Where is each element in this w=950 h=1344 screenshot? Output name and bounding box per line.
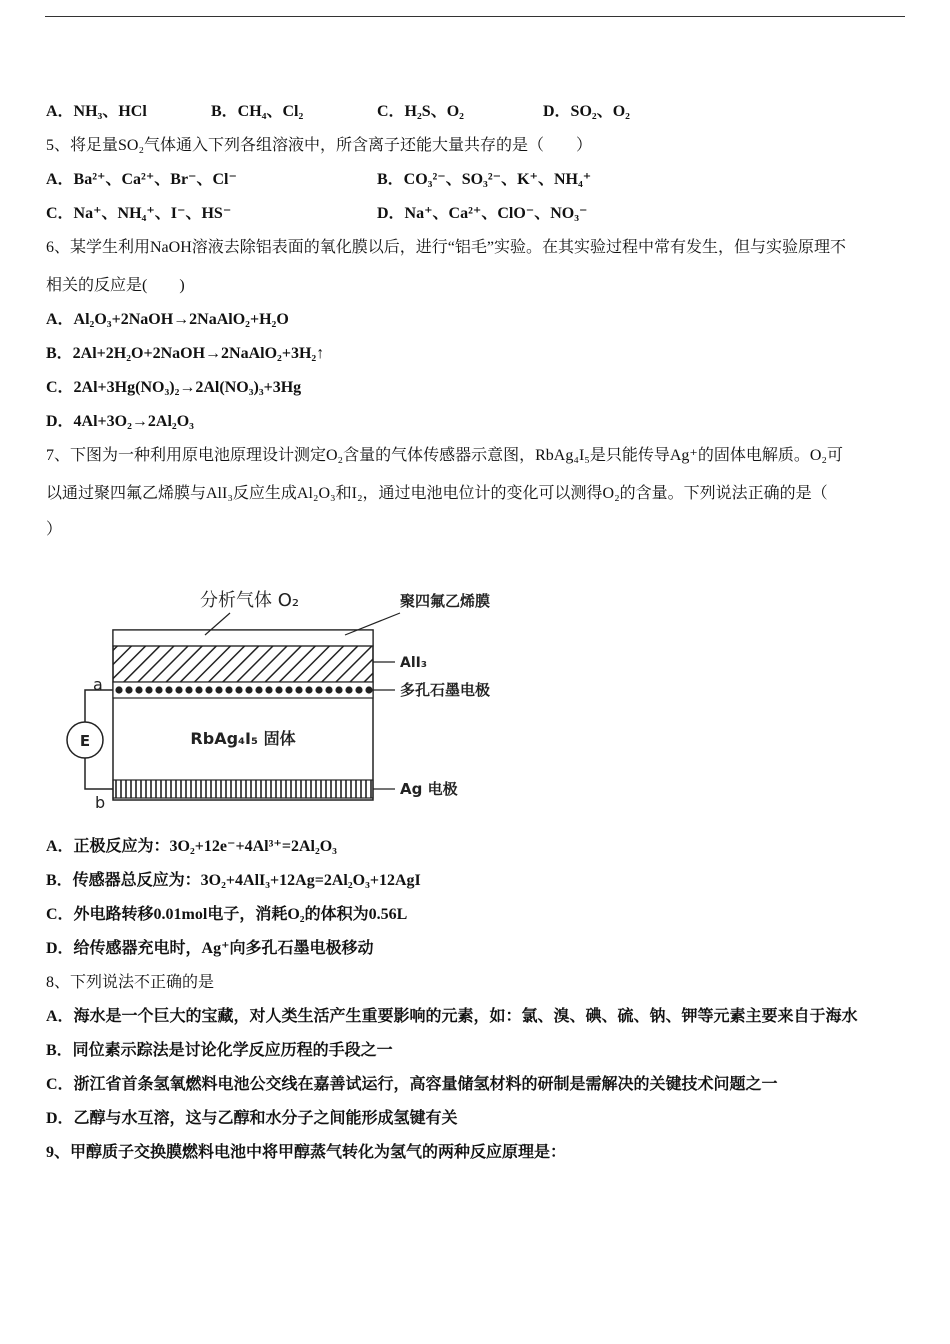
q7-stem-line1: 7、下图为一种利用原电池原理设计测定O₂含量的气体传感器示意图，RbAg₄I₅是只能传导Ag⁺的固体电解质。O₂可 (46, 447, 843, 464)
membrane-label: 聚四氟乙烯膜 (400, 592, 491, 610)
graphite-dot (125, 686, 132, 693)
ag-label: Ag 电极 (400, 780, 458, 798)
graphite-dot (335, 686, 342, 693)
sensor-diagram (55, 580, 515, 820)
terminal-a-label: a (93, 675, 103, 694)
q4-option-c: C．H₂S、O₂ (377, 103, 464, 120)
graphite-dot (355, 686, 362, 693)
q6-option-a: A．Al₂O₃+2NaOH→2NaAlO₂+H₂O (46, 311, 289, 328)
q6-option-c: C．2Al+3Hg(NO₃)₂→2Al(NO₃)₃+3Hg (46, 379, 302, 396)
graphite-dot (205, 686, 212, 693)
graphite-label: 多孔石墨电极 (400, 681, 491, 699)
q6-stem-line2: 相关的反应是( ) (46, 277, 185, 294)
q7-option-c: C．外电路转移0.01mol电子，消耗O₂的体积为0.56L (46, 906, 408, 923)
gas-label: 分析气体 O₂ (200, 590, 300, 611)
q6-stem-line1: 6、某学生利用NaOH溶液去除铝表面的氧化膜以后，进行“铝毛”实验。在其实验过程中常有发生，但与实验原理不 (46, 239, 846, 256)
graphite-dot (175, 686, 182, 693)
wire-a (85, 690, 113, 723)
graphite-dot (275, 686, 282, 693)
graphite-dot (225, 686, 232, 693)
graphite-dot (255, 686, 262, 693)
q7-stem-line2: 以通过聚四氟乙烯膜与AlI₃反应生成Al₂O₃和I₂，通过电池电位计的变化可以测得O₂的含量。下列说法正确的是（ (46, 485, 828, 502)
q7-option-d: D．给传感器充电时，Ag⁺向多孔石墨电极移动 (46, 940, 374, 957)
graphite-dot (165, 686, 172, 693)
q8-option-c: C．浙江省首条氢氧燃料电池公交线在嘉善试运行，高容量储氢材料的研制是需解决的关键技术问题之一 (46, 1076, 778, 1093)
graphite-dot (285, 686, 292, 693)
meter-label: E (79, 732, 91, 750)
graphite-dot (235, 686, 242, 693)
graphite-dot (265, 686, 272, 693)
graphite-dot (135, 686, 142, 693)
top-rule (45, 16, 905, 17)
alI3-label: AlI₃ (400, 655, 427, 671)
q4-option-b: B．CH₄、Cl₂ (211, 103, 304, 120)
graphite-dot (245, 686, 252, 693)
wire-b (85, 757, 113, 789)
q6-option-b: B．2Al+2H₂O+2NaOH→2NaAlO₂+3H₂↑ (46, 345, 325, 362)
graphite-dot (305, 686, 312, 693)
q5-stem: 5、将足量SO₂气体通入下列各组溶液中，所含离子还能大量共存的是（ ） (46, 137, 593, 154)
graphite-dot (295, 686, 302, 693)
graphite-dot (315, 686, 322, 693)
graphite-dot (325, 686, 332, 693)
alI3-layer (113, 646, 373, 682)
q6-option-d: D．4Al+3O₂→2Al₂O₃ (46, 413, 194, 430)
q8-option-b: B．同位素示踪法是讨论化学反应历程的手段之一 (46, 1042, 393, 1059)
graphite-dot (185, 686, 192, 693)
q7-option-a: A．正极反应为：3O₂+12e⁻+4Al³⁺=2Al₂O₃ (46, 838, 337, 855)
terminal-b-label: b (95, 793, 106, 812)
graphite-dot (155, 686, 162, 693)
graphite-dot (365, 686, 372, 693)
q7-option-b: B．传感器总反应为：3O₂+4AlI₃+12Ag=2Al₂O₃+12AgI (46, 872, 421, 889)
q9-stem: 9、甲醇质子交换膜燃料电池中将甲醇蒸气转化为氢气的两种反应原理是： (46, 1144, 567, 1161)
graphite-dot (145, 686, 152, 693)
q4-option-d: D．SO₂、O₂ (543, 103, 630, 120)
q8-stem: 8、下列说法不正确的是 (46, 974, 215, 991)
graphite-dot (115, 686, 122, 693)
membrane-layer (113, 630, 373, 646)
graphite-dot (215, 686, 222, 693)
graphite-dot (195, 686, 202, 693)
q5-option-c: C．Na⁺、NH₄⁺、I⁻、HS⁻ (46, 205, 232, 222)
q5-option-b: B．CO₃²⁻、SO₃²⁻、K⁺、NH₄⁺ (377, 171, 592, 188)
q5-option-d: D．Na⁺、Ca²⁺、ClO⁻、NO₃⁻ (377, 205, 588, 222)
q4-option-a: A．NH₃、HCl (46, 103, 147, 120)
q7-stem-line3: ） (46, 521, 63, 538)
q8-option-a: A．海水是一个巨大的宝藏，对人类生活产生重要影响的元素，如：氯、溴、碘、硫、钠、钾等元素主要来自于海水 (46, 1008, 858, 1025)
solid-label: RbAg₄I₅ 固体 (190, 729, 296, 748)
q8-option-d: D．乙醇与水互溶，这与乙醇和水分子之间能形成氢键有关 (46, 1110, 458, 1127)
q5-option-a: A．Ba²⁺、Ca²⁺、Br⁻、Cl⁻ (46, 171, 237, 188)
graphite-dot (345, 686, 352, 693)
ag-electrode (113, 780, 373, 798)
